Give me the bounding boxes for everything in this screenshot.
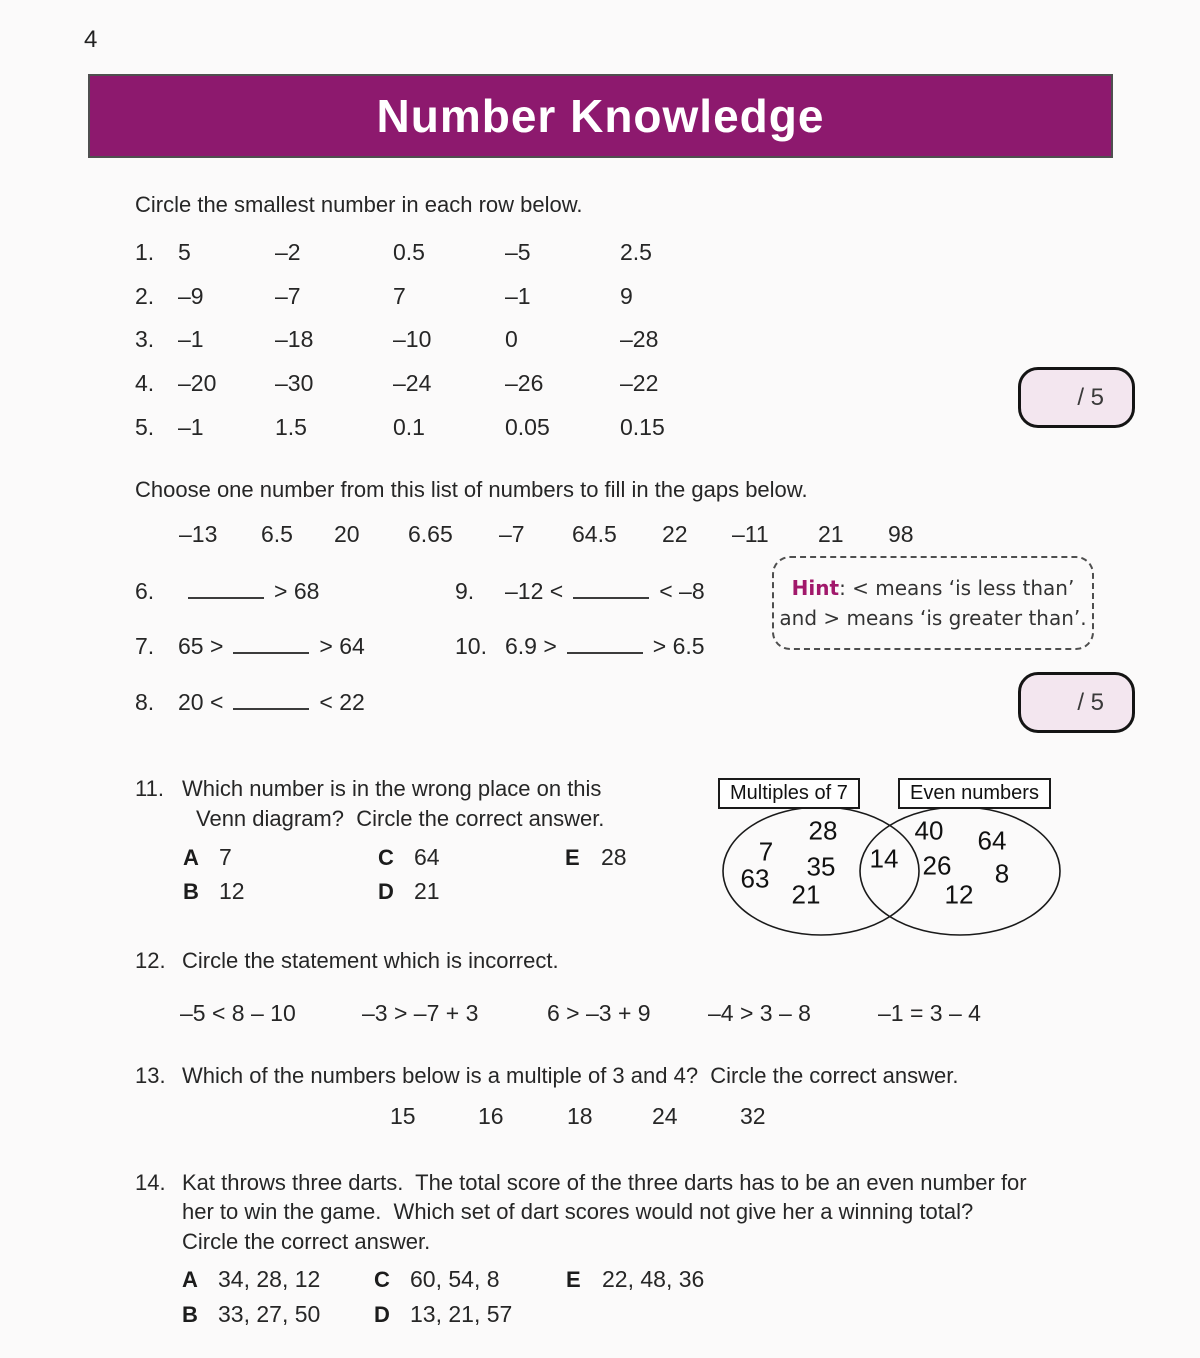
candidate-number[interactable]: 15: [390, 1103, 416, 1129]
q14-option-a[interactable]: [182, 1266, 320, 1293]
option-letter: D: [374, 1302, 390, 1327]
option-value: 28: [601, 844, 627, 870]
row-number[interactable]: –9: [178, 282, 204, 309]
number-row: [135, 275, 755, 319]
row-number[interactable]: 0: [505, 326, 518, 353]
question-post: > 68: [274, 578, 320, 604]
hint-line-1: [792, 573, 1075, 603]
list-number: 64.5: [572, 521, 617, 547]
question-6: [135, 578, 319, 605]
row-number[interactable]: –26: [505, 370, 544, 397]
question-10: [455, 633, 705, 660]
option-letter: C: [374, 1267, 390, 1292]
q14-option-b[interactable]: [182, 1301, 320, 1328]
smallest-number-rows: [135, 231, 755, 449]
option-value: 34, 28, 12: [218, 1266, 321, 1292]
row-number[interactable]: –28: [620, 326, 659, 353]
question-pre: 20 <: [178, 689, 224, 715]
question-pre: 65 >: [178, 633, 224, 659]
venn-right-label: Even numbers: [898, 778, 1051, 809]
venn-number: 7: [758, 836, 774, 867]
q11-option-c[interactable]: [378, 844, 440, 871]
candidate-number[interactable]: 32: [740, 1103, 766, 1129]
q14-label: 14.: [135, 1170, 166, 1195]
list-number: 20: [334, 521, 360, 547]
list-number: 6.65: [408, 521, 453, 547]
question-label: 8.: [135, 689, 155, 715]
option-value: 12: [219, 878, 245, 904]
venn-number: 40: [914, 815, 944, 846]
row-number[interactable]: 0.5: [393, 239, 425, 266]
q14-text-line1: Kat throws three darts. The total score of the three darts has to be an even number for: [182, 1170, 1027, 1195]
q13-label: 13.: [135, 1063, 166, 1088]
candidate-number[interactable]: 18: [567, 1103, 593, 1129]
row-label: 2.: [135, 282, 155, 309]
row-label: 1.: [135, 239, 155, 266]
row-number[interactable]: 0.1: [393, 413, 425, 440]
q11-text-line2: Venn diagram? Circle the correct answer.: [196, 806, 605, 831]
q11-option-b[interactable]: [183, 878, 245, 905]
answer-blank[interactable]: [567, 634, 643, 654]
venn-number: 28: [808, 815, 838, 846]
q11-option-a[interactable]: [183, 844, 232, 871]
venn-diagram: [713, 778, 1070, 943]
number-row: [135, 231, 755, 275]
row-label: 5.: [135, 413, 155, 440]
number-row: [135, 318, 755, 362]
row-number[interactable]: –1: [178, 413, 204, 440]
question-7: [135, 633, 365, 660]
row-number[interactable]: –22: [620, 370, 659, 397]
q12-instruction: Circle the statement which is incorrect.: [182, 948, 559, 973]
hint-label: Hint: [791, 576, 840, 600]
q14-option-d[interactable]: [374, 1301, 512, 1328]
question-label: 9.: [455, 578, 475, 604]
question-9: [455, 578, 705, 605]
list-number: 22: [662, 521, 688, 547]
row-number[interactable]: 7: [393, 282, 406, 309]
venn-number: 14: [869, 843, 899, 874]
answer-blank[interactable]: [188, 579, 264, 599]
row-number[interactable]: –10: [393, 326, 432, 353]
venn-number: 12: [944, 879, 974, 910]
row-number[interactable]: 0.15: [620, 413, 665, 440]
score-label: / 5: [1077, 688, 1104, 716]
row-number[interactable]: 5: [178, 239, 191, 266]
row-number[interactable]: –7: [275, 282, 301, 309]
option-value: 33, 27, 50: [218, 1301, 321, 1327]
page-title: Number Knowledge: [376, 90, 825, 142]
q11-option-e[interactable]: [565, 844, 627, 871]
venn-number: 63: [740, 863, 770, 894]
list-number: –7: [499, 521, 525, 547]
score-box-2[interactable]: [1018, 672, 1135, 733]
candidate-number[interactable]: 16: [478, 1103, 504, 1129]
page-number: 4: [84, 26, 98, 53]
answer-blank[interactable]: [233, 690, 309, 710]
venn-number: 26: [922, 850, 952, 881]
q14-option-e[interactable]: [566, 1266, 704, 1293]
hint-box: [772, 556, 1094, 650]
option-letter: E: [565, 845, 580, 870]
option-letter: A: [183, 845, 199, 870]
score-box-1[interactable]: [1018, 367, 1135, 428]
question-label: 10.: [455, 633, 487, 659]
q14-text-line3: Circle the correct answer.: [182, 1229, 431, 1254]
hint-line-2: and > means ‘is greater than’.: [779, 606, 1087, 630]
question-pre: –12 <: [505, 578, 564, 604]
option-value: 22, 48, 36: [602, 1266, 705, 1292]
list-number: 98: [888, 521, 914, 547]
list-number: –13: [179, 521, 218, 547]
option-letter: B: [183, 879, 199, 904]
statement[interactable]: –3 > –7 + 3: [362, 1000, 479, 1026]
venn-number: 35: [806, 851, 836, 882]
statement[interactable]: –1 = 3 – 4: [878, 1000, 981, 1026]
row-number[interactable]: 0.05: [505, 413, 550, 440]
header-banner: [88, 74, 1113, 158]
section2-instruction: Choose one number from this list of numbers to fill in the gaps below.: [135, 477, 808, 502]
answer-blank[interactable]: [233, 634, 309, 654]
number-row: [135, 362, 755, 406]
question-post: < 22: [319, 689, 365, 715]
q14-option-c[interactable]: [374, 1266, 500, 1293]
option-letter: E: [566, 1267, 581, 1292]
question-post: < –8: [659, 578, 705, 604]
q12-label: 12.: [135, 948, 166, 973]
question-8: [135, 689, 365, 716]
row-number[interactable]: –24: [393, 370, 432, 397]
q11-option-d[interactable]: [378, 878, 440, 905]
option-letter: A: [182, 1267, 198, 1292]
question-label: 6.: [135, 578, 155, 604]
q14-text-line2: her to win the game. Which set of dart scores would not give her a winning total?: [182, 1199, 974, 1224]
row-label: 3.: [135, 326, 155, 353]
row-number[interactable]: –1: [505, 282, 531, 309]
option-value: 64: [414, 844, 440, 870]
row-number[interactable]: –2: [275, 239, 301, 266]
list-number: –11: [732, 521, 769, 547]
q11-text-line1: Which number is in the wrong place on this: [182, 776, 602, 801]
venn-number: 64: [977, 825, 1007, 856]
row-label: 4.: [135, 370, 155, 397]
question-label: 7.: [135, 633, 155, 659]
row-number[interactable]: –30: [275, 370, 314, 397]
answer-blank[interactable]: [573, 579, 649, 599]
statement[interactable]: –5 < 8 – 10: [180, 1000, 296, 1026]
row-number[interactable]: –20: [178, 370, 217, 397]
candidate-number[interactable]: 24: [652, 1103, 678, 1129]
question-pre: 6.9 >: [505, 633, 557, 659]
question-post: > 6.5: [652, 633, 705, 659]
row-number[interactable]: 1.5: [275, 413, 307, 440]
q11-label: 11.: [135, 776, 164, 801]
venn-left-label: Multiples of 7: [718, 778, 860, 809]
option-value: 7: [219, 844, 232, 870]
venn-number: 8: [994, 858, 1010, 889]
option-value: 21: [414, 878, 440, 904]
option-value: 13, 21, 57: [410, 1301, 513, 1327]
option-letter: B: [182, 1302, 198, 1327]
hint-line-1-text: : < means ‘is less than’: [839, 576, 1075, 600]
score-label: / 5: [1077, 383, 1104, 411]
option-value: 60, 54, 8: [410, 1266, 500, 1292]
row-number[interactable]: 9: [620, 282, 633, 309]
list-number: 21: [818, 521, 844, 547]
venn-number: 21: [791, 879, 821, 910]
statement[interactable]: –4 > 3 – 8: [708, 1000, 811, 1026]
question-post: > 64: [319, 633, 365, 659]
option-letter: C: [378, 845, 394, 870]
row-number[interactable]: –1: [178, 326, 204, 353]
q13-instruction: Which of the numbers below is a multiple of 3 and 4? Circle the correct answer.: [182, 1063, 959, 1088]
row-number[interactable]: 2.5: [620, 239, 652, 266]
statement[interactable]: 6 > –3 + 9: [547, 1000, 651, 1026]
row-number[interactable]: –5: [505, 239, 531, 266]
row-number[interactable]: –18: [275, 326, 314, 353]
list-number: 6.5: [261, 521, 293, 547]
section1-instruction: Circle the smallest number in each row below.: [135, 192, 583, 217]
option-letter: D: [378, 879, 394, 904]
number-row: [135, 405, 755, 449]
